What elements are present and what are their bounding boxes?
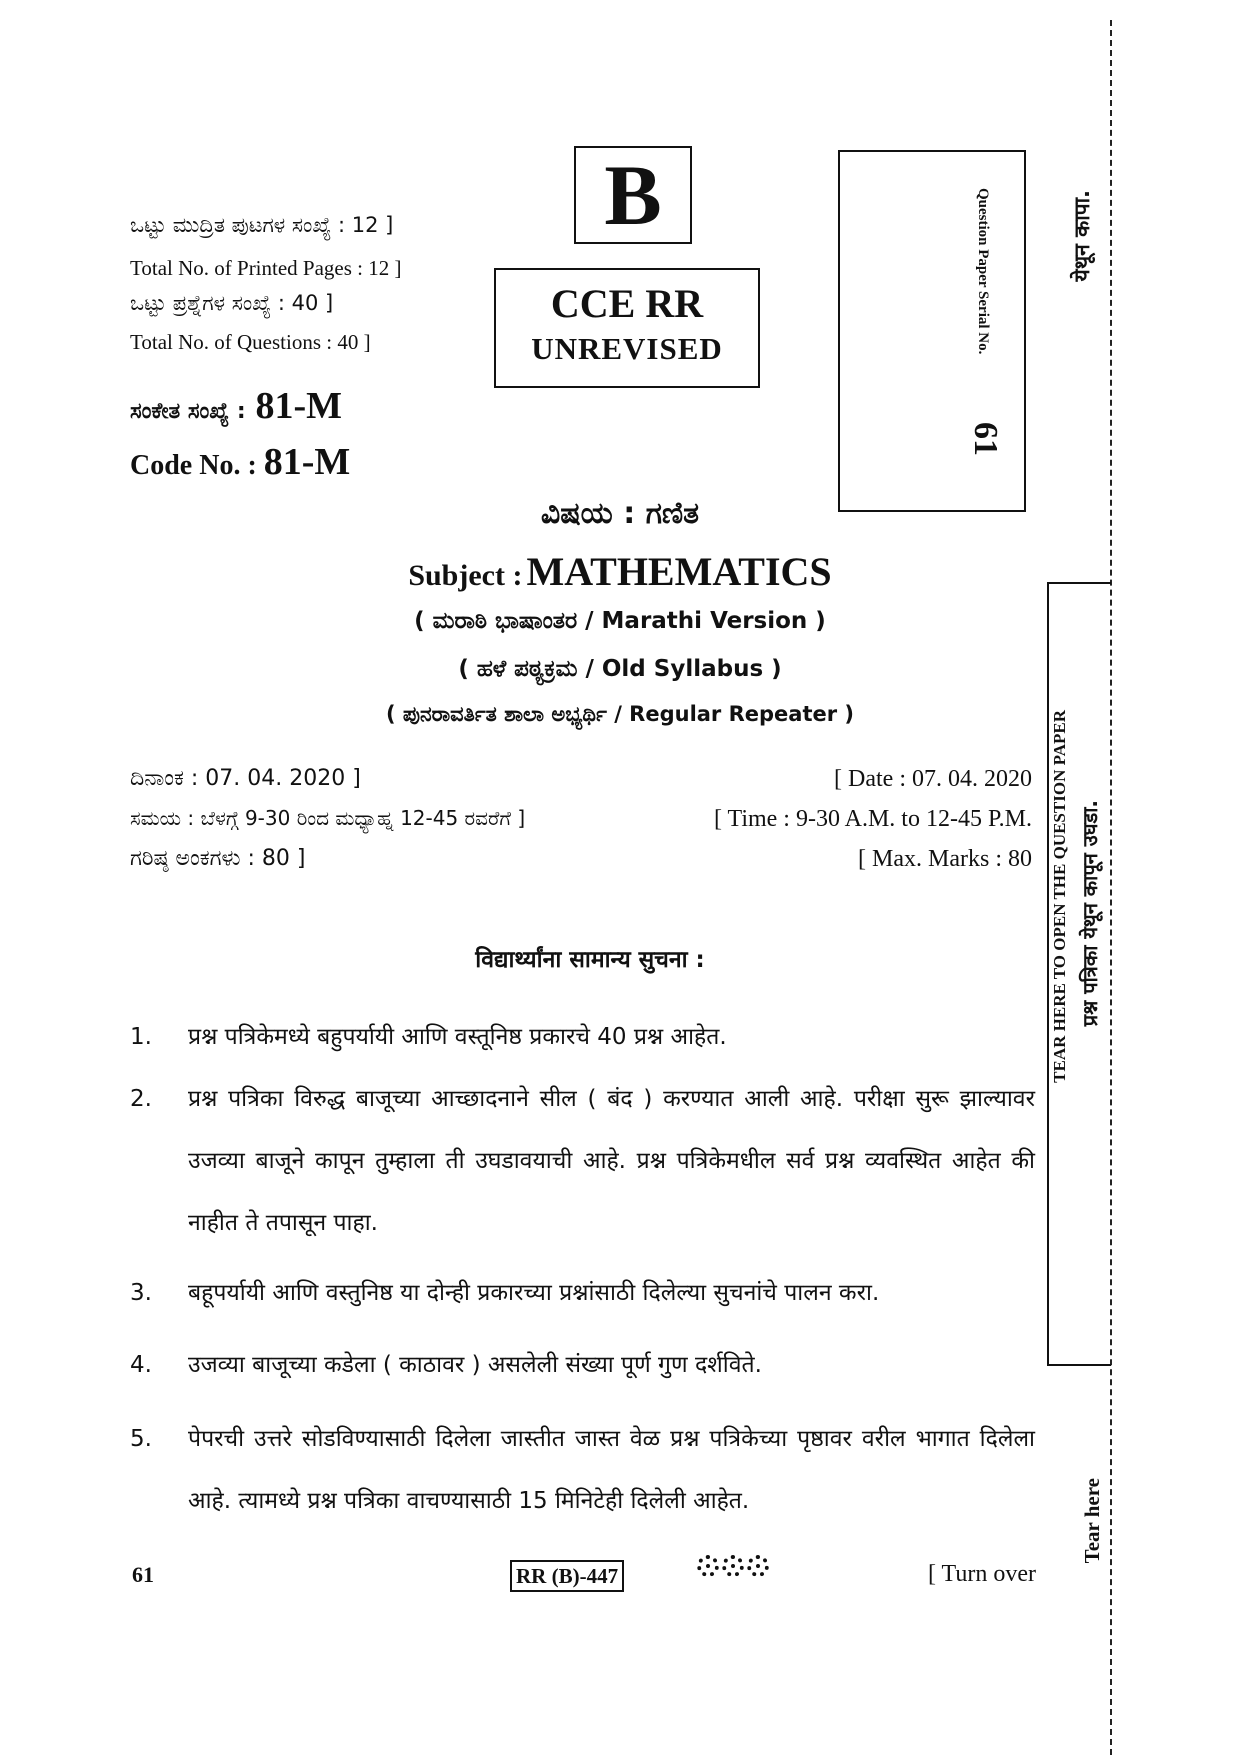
time-row <box>130 806 1032 833</box>
instructions-heading: विद्यार्थ्यांना सामान्य सुचना : <box>475 947 705 973</box>
instruction-number: 2. <box>130 1086 152 1112</box>
subject-kannada: ವಿಷಯ : ಗಣಿತ <box>540 496 700 531</box>
footer-ornament <box>697 1555 769 1577</box>
code-value: 81-M <box>263 441 351 483</box>
paper-code: RR (B)-447 <box>510 1560 624 1592</box>
exam-type-line2: UNREVISED <box>531 331 723 366</box>
syllabus-line: ( ಹಳೆ ಪಠ್ಯಕ್ರಮ / Old Syllabus ) <box>458 656 782 682</box>
date-row <box>130 766 1032 793</box>
instruction-text: पेपरची उत्तरे सोडविण्यासाठी दिलेला जास्तीत जास्त वेळ प्रश्न पत्रिकेच्या पृष्ठावर वरील भागात दिलेला आहे. त्यामध्ये प्रश्न पत्रिका वाचण्यासाठी 15 मिनिटेही दिलेली आहेत. <box>188 1426 1035 1514</box>
instruction-item <box>130 1334 1035 1396</box>
tear-here-bottom: Tear here <box>1080 1478 1104 1564</box>
kannada-code-number <box>130 384 342 428</box>
instruction-text: प्रश्न पत्रिका विरुद्ध बाजूच्या आच्छादनाने सील ( बंद ) करण्यात आली आहे. परीक्षा सुरू झाल्यावर उजव्या बाजूने कापून तुम्हाला ती उघडावयाची आहे. प्रश्न पत्रिकेमधील सर्व प्रश्न व्यवस्थित आहेत की नाहीत ते तपासून पाहा. <box>188 1086 1035 1236</box>
instruction-number: 5. <box>130 1426 152 1452</box>
instruction-text: उजव्या बाजूच्या कडेला ( काठावर ) असलेली संख्या पूर्ण गुण दर्शविते. <box>188 1352 762 1378</box>
series-box: B <box>574 146 692 244</box>
exam-date: [ Date : 07. 04. 2020 <box>834 766 1032 792</box>
version-line: ( ಮರಾಠಿ ಭಾಷಾಂತರ / Marathi Version ) <box>414 608 826 634</box>
kannada-printed-pages: ಒಟ್ಟು ಮುದ್ರಿತ ಪುಟಗಳ ಸಂಖ್ಯೆ : 12 ] <box>130 213 394 237</box>
kannada-max-marks: ಗರಿಷ್ಠ ಅಂಕಗಳು : 80 ] <box>130 846 306 871</box>
marks-row <box>130 846 1032 873</box>
kannada-code-value: 81-M <box>255 385 342 427</box>
flower-icon <box>722 1555 744 1577</box>
exam-type-box <box>494 268 760 388</box>
serial-number-box <box>838 150 1026 512</box>
flower-icon <box>697 1555 719 1577</box>
serial-number-label: Question Paper Serial No. <box>975 188 991 355</box>
footer-serial: 61 <box>132 1562 154 1587</box>
instruction-item <box>130 1006 1035 1068</box>
tear-here-english: TEAR HERE TO OPEN THE QUESTION PAPER <box>1050 710 1069 1083</box>
kannada-date: ದಿನಾಂಕ : 07. 04. 2020 ] <box>130 766 361 791</box>
total-questions: Total No. of Questions : 40 ] <box>130 330 371 354</box>
serial-number-value: 61 <box>967 422 1004 456</box>
printed-pages: Total No. of Printed Pages : 12 ] <box>130 256 402 280</box>
max-marks: [ Max. Marks : 80 <box>858 846 1032 872</box>
tear-here-marathi: प्रश्न पत्रिका येथून कापून उघडा. <box>1078 800 1102 1027</box>
instruction-item <box>130 1068 1035 1254</box>
kannada-total-questions: ಒಟ್ಟು ಪ್ರಶ್ನೆಗಳ ಸಂಖ್ಯೆ : 40 ] <box>130 291 334 315</box>
instruction-text: प्रश्न पत्रिकेमध्ये बहुपर्यायी आणि वस्तूनिष्ठ प्रकारचे 40 प्रश्न आहेत. <box>188 1024 727 1050</box>
instruction-number: 3. <box>130 1280 152 1306</box>
candidate-type-line: ( ಪುನರಾವರ್ತಿತ ಶಾಲಾ ಅಭ್ಯರ್ಥಿ / Regular Repeater ) <box>385 702 855 726</box>
instruction-item <box>130 1408 1035 1532</box>
instruction-number: 4. <box>130 1352 152 1378</box>
instruction-text: बहूपर्यायी आणि वस्तुनिष्ठ या दोन्ही प्रकारच्या प्रश्नांसाठी दिलेल्या सुचनांचे पालन करा. <box>188 1280 880 1306</box>
code-number <box>130 440 350 484</box>
tear-top-label: येथून कापा. <box>1070 190 1094 282</box>
kannada-time: ಸಮಯ : ಬೆಳಗ್ಗೆ 9-30 ರಿಂದ ಮಧ್ಯಾಹ್ನ 12-45 ರವರೆಗೆ ] <box>130 806 526 830</box>
subject-label: Subject : <box>408 559 523 592</box>
flower-icon <box>747 1555 769 1577</box>
turn-over: [ Turn over <box>928 1561 1037 1587</box>
exam-time: [ Time : 9-30 A.M. to 12-45 P.M. <box>713 806 1032 832</box>
instruction-item <box>130 1262 1035 1324</box>
code-label: Code No. : <box>130 450 257 481</box>
instruction-number: 1. <box>130 1024 152 1050</box>
subject-value: MATHEMATICS <box>526 549 832 594</box>
kannada-code-label: ಸಂಕೇತ ಸಂಖ್ಯೆ : <box>130 399 246 424</box>
exam-type-line1: CCE RR <box>550 281 704 326</box>
